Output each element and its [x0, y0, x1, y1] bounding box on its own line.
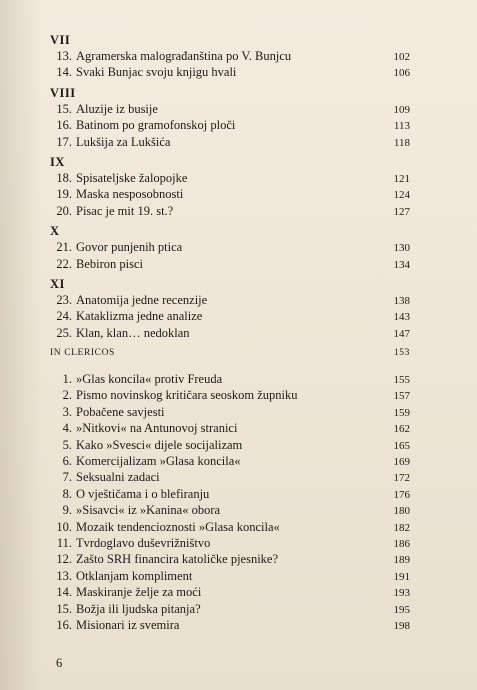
entry-title-text: Kako »Svesci« dijele socijalizam — [76, 437, 243, 452]
entry-number: 3. — [62, 404, 72, 419]
entry-page-number: 134 — [393, 258, 410, 271]
entry-number: 14. — [56, 585, 72, 600]
entry-title — [50, 387, 380, 403]
entry-title-text: Pisac je mit 19. st.? — [76, 203, 174, 218]
entry-title — [50, 551, 380, 567]
toc-entry — [50, 292, 410, 308]
entry-title-text: Zašto SRH financira katoličke pjesnike? — [76, 552, 279, 567]
entry-number: 12. — [56, 552, 72, 567]
entry-title-text: »Nitkovi« na Antunovoj stranici — [76, 421, 238, 436]
entry-title — [50, 101, 380, 117]
toc-entry — [50, 170, 410, 186]
entry-page-number: 124 — [393, 189, 410, 202]
entry-page-number: 176 — [393, 488, 410, 501]
entry-title — [50, 420, 380, 436]
entry-number: 13. — [56, 49, 72, 63]
section-numeral: VIII — [50, 85, 76, 100]
entry-title — [50, 48, 380, 64]
entry-page-number: 169 — [393, 456, 410, 469]
entry-page-number: 159 — [393, 406, 410, 419]
entry-page-number: 157 — [393, 390, 410, 403]
toc-entry — [50, 64, 410, 80]
entry-number: 25. — [56, 325, 72, 340]
entry-title — [50, 117, 380, 133]
toc-entry — [50, 502, 410, 518]
entry-title-text: Govor punjenih ptica — [76, 240, 183, 255]
entry-page-number: 191 — [393, 570, 410, 583]
part-heading-page: 153 — [393, 348, 410, 359]
entry-page-number: 106 — [393, 67, 410, 80]
entry-number: 5. — [62, 437, 72, 452]
entry-page-number: 186 — [393, 537, 410, 550]
entry-title-text: Batinom po gramofonskoj ploči — [76, 118, 236, 133]
toc-section — [50, 154, 410, 219]
entry-number: 22. — [56, 256, 72, 271]
toc-section — [50, 32, 410, 81]
entry-title-text: »Sisavci« iz »Kanina« obora — [76, 503, 221, 518]
entry-title — [50, 502, 380, 518]
toc-entry — [50, 117, 410, 133]
entry-title-text: Agramerska malograđanština po V. Bunjcu — [76, 49, 292, 63]
entry-number: 19. — [56, 187, 72, 202]
entry-page-number: 155 — [393, 374, 410, 387]
entry-number: 23. — [56, 292, 72, 307]
toc-entry — [50, 420, 410, 436]
entry-page-number: 113 — [393, 120, 410, 133]
entry-number: 15. — [56, 101, 72, 116]
entry-title — [50, 601, 380, 617]
toc-entry — [50, 101, 410, 117]
entry-title — [50, 584, 380, 600]
toc-entry — [50, 387, 410, 403]
toc-section — [50, 276, 410, 341]
entry-title — [50, 256, 380, 272]
entry-number: 1. — [62, 372, 72, 387]
section-numeral: VII — [50, 33, 71, 47]
toc-entry — [50, 535, 410, 551]
entry-number: 14. — [56, 65, 72, 80]
entry-page-number: 162 — [393, 423, 410, 436]
entry-title-text: Bebiron pisci — [76, 256, 144, 271]
part-heading — [50, 345, 410, 361]
entry-title — [50, 535, 380, 551]
entry-title-text: Aluzije iz busije — [76, 101, 158, 116]
entry-page-number: 165 — [393, 439, 410, 452]
entry-page-number: 189 — [393, 554, 410, 567]
entry-title — [50, 134, 380, 150]
toc-entry — [50, 519, 410, 535]
entry-title-text: Anatomija jedne recenzije — [76, 292, 208, 307]
entry-number: 20. — [56, 203, 72, 218]
entry-title — [50, 371, 380, 387]
entry-page-number: 147 — [393, 327, 410, 340]
entry-title — [50, 292, 380, 308]
entry-title-text: Božja ili ljudska pitanja? — [76, 601, 201, 616]
section-numeral: XI — [50, 276, 65, 291]
entry-number: 2. — [62, 388, 72, 403]
toc-entry — [50, 601, 410, 617]
entry-title — [50, 308, 380, 324]
entry-title-text: Pobačene savjesti — [76, 404, 165, 419]
entry-title — [50, 325, 380, 341]
entry-page-number: 198 — [393, 619, 410, 632]
entry-number: 10. — [56, 519, 72, 534]
entry-title-text: Svaki Bunjac svoju knjigu hvali — [76, 65, 237, 80]
entry-title — [50, 437, 380, 453]
entry-title — [50, 519, 380, 535]
entry-number: 21. — [56, 240, 72, 255]
entry-title-text: Maska nesposobnosti — [76, 187, 184, 202]
entry-title-text: Kataklizma jedne analize — [76, 309, 203, 324]
entry-page-number: 138 — [393, 294, 410, 307]
entry-title — [50, 64, 380, 80]
part-heading-title: IN CLERICOS — [50, 348, 115, 359]
entry-page-number: 109 — [393, 103, 410, 116]
entry-title — [50, 186, 380, 202]
table-of-contents — [50, 30, 410, 637]
entry-title — [50, 453, 380, 469]
toc-entry — [50, 134, 410, 150]
entry-number: 9. — [62, 503, 72, 518]
entry-number: 16. — [56, 617, 72, 632]
page-shadow — [0, 0, 42, 690]
entry-page-number: 172 — [393, 472, 410, 485]
entry-title-text: Otklanjam kompliment — [76, 568, 193, 583]
toc-entry — [50, 371, 410, 387]
entry-title-text: »Glas koncila« protiv Freuda — [76, 372, 223, 387]
toc-entry — [50, 325, 410, 341]
entry-number: 6. — [62, 454, 72, 469]
entry-title — [50, 170, 380, 186]
toc-part — [50, 345, 410, 633]
toc-entry — [50, 203, 410, 219]
entry-title-text: Klan, klan… nedoklan — [76, 325, 190, 340]
entry-title — [50, 203, 380, 219]
toc-entry — [50, 239, 410, 255]
toc-section — [50, 223, 410, 272]
entry-page-number: 102 — [393, 51, 410, 63]
entry-title — [50, 239, 380, 255]
entry-title-text: Seksualni zadaci — [76, 470, 160, 485]
toc-entry — [50, 308, 410, 324]
entry-title — [50, 486, 380, 502]
page-number: 6 — [56, 656, 63, 670]
entry-title — [50, 469, 380, 485]
entry-number: 4. — [62, 421, 72, 436]
entry-page-number: 121 — [393, 172, 410, 185]
section-numeral: X — [50, 224, 60, 239]
entry-title-text: Komercijalizam »Glasa koncila« — [76, 454, 241, 469]
toc-entry — [50, 617, 410, 633]
entry-number: 13. — [56, 568, 72, 583]
toc-section — [50, 85, 410, 150]
entry-number: 7. — [62, 470, 72, 485]
toc-entry — [50, 453, 410, 469]
entry-page-number: 130 — [393, 242, 410, 255]
entry-number: 17. — [56, 134, 72, 149]
entry-title — [50, 568, 380, 584]
entry-number: 24. — [56, 309, 72, 324]
entry-title-text: Tvrdoglavo duševrižništvo — [76, 535, 211, 550]
toc-entry — [50, 186, 410, 202]
entry-title-text: Spisateljske žalopojke — [76, 170, 188, 185]
toc-entry — [50, 404, 410, 420]
entry-page-number: 180 — [393, 505, 410, 518]
toc-entry — [50, 437, 410, 453]
entry-page-number: 182 — [393, 521, 410, 534]
entry-title-text: Misionari iz svemira — [76, 617, 180, 632]
entry-title — [50, 617, 380, 633]
entry-title-text: Pismo novinskog kritičara seoskom župniku — [76, 388, 298, 403]
entry-title-text: Lukšija za Lukšića — [76, 134, 171, 149]
entry-page-number: 118 — [393, 136, 410, 149]
toc-entry — [50, 584, 410, 600]
entry-page-number: 127 — [393, 205, 410, 218]
entry-page-number: 143 — [393, 311, 410, 324]
entry-page-number: 195 — [393, 603, 410, 616]
entry-number: 8. — [62, 486, 72, 501]
toc-entry — [50, 469, 410, 485]
entry-title — [50, 404, 380, 420]
entry-title-text: O vještičama i o blefiranju — [76, 486, 210, 501]
toc-entry — [50, 48, 410, 64]
entry-number: 15. — [56, 601, 72, 616]
toc-entry — [50, 568, 410, 584]
entry-number: 18. — [56, 170, 72, 185]
section-numeral: IX — [50, 154, 65, 169]
entry-title-text: Mozaik tendencioznosti »Glasa koncila« — [76, 519, 280, 534]
entry-number: 16. — [56, 118, 72, 133]
toc-entry — [50, 486, 410, 502]
entry-title-text: Maskiranje želje za moći — [76, 585, 202, 600]
entry-page-number: 193 — [393, 587, 410, 600]
toc-entry — [50, 256, 410, 272]
entry-number: 11. — [56, 535, 72, 550]
toc-entry — [50, 551, 410, 567]
